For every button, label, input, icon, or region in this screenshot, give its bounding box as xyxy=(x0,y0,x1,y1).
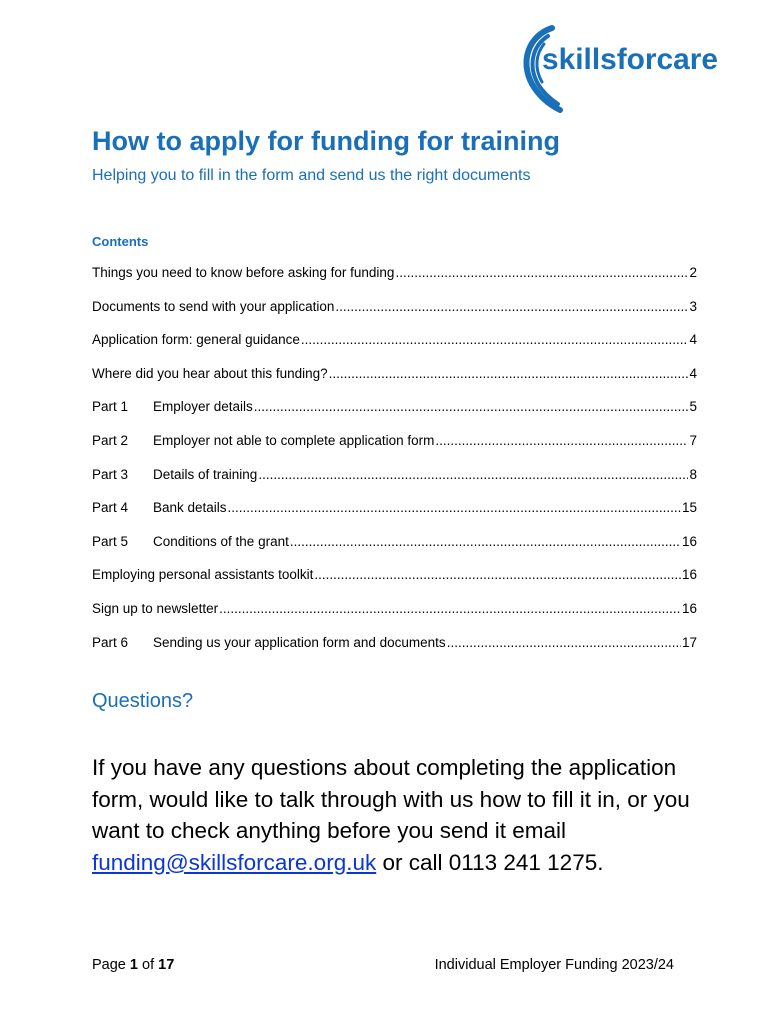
toc-entry[interactable] xyxy=(92,567,697,601)
toc-entry-leader-dots xyxy=(335,299,688,314)
toc-entry-leader-dots xyxy=(254,399,689,414)
toc-entry-leader-dots xyxy=(301,332,689,347)
toc-entry[interactable] xyxy=(92,332,697,366)
toc-entry-title: Details of training xyxy=(153,466,258,482)
toc-entry-title: Bank details xyxy=(153,500,227,516)
toc-entry-title: Application form: general guidance xyxy=(92,332,300,348)
footer-page-total: 17 xyxy=(158,957,175,973)
footer-page-of: of xyxy=(137,957,159,973)
toc-entry-page-number: 16 xyxy=(681,600,697,616)
toc-entry-leader-dots xyxy=(219,601,681,616)
toc-entry-title: Sign up to newsletter xyxy=(92,600,219,616)
toc-entry-leader-dots xyxy=(314,567,681,582)
toc-entry-title: Employer details xyxy=(153,399,253,415)
toc-entry-title: Sending us your application form and documents xyxy=(153,634,446,650)
toc-entry-page-number: 17 xyxy=(681,634,697,650)
toc-entry[interactable] xyxy=(92,467,697,501)
toc-entry-title: Things you need to know before asking for funding xyxy=(92,265,395,280)
toc-entry-title: Employing personal assistants toolkit xyxy=(92,567,314,583)
questions-body-text: If you have any questions about completing the application form, would like to talk through with us how to fill it in, or you want to check anything before you send it email xyxy=(92,755,690,843)
logo-wordmark: skillsforcare xyxy=(542,43,718,76)
toc-entry-part: Part 6 xyxy=(92,634,129,650)
contents-heading: Contents xyxy=(92,234,149,249)
toc-entry[interactable] xyxy=(92,433,697,467)
toc-entry-part: Part 1 xyxy=(92,399,129,415)
toc-entry-page-number: 16 xyxy=(681,567,697,583)
toc-entry[interactable] xyxy=(92,601,697,635)
skills-for-care-logo xyxy=(518,22,723,114)
questions-heading: Questions? xyxy=(92,690,194,712)
toc-entry-part: Part 4 xyxy=(92,500,129,516)
toc-entry[interactable] xyxy=(92,265,697,299)
toc-entry[interactable] xyxy=(92,534,697,568)
toc-entry-page-number: 5 xyxy=(689,399,697,415)
toc-entry-title: Employer not able to complete application form xyxy=(153,432,435,448)
toc-entry-leader-dots xyxy=(435,433,688,448)
toc-entry[interactable] xyxy=(92,635,697,669)
questions-body-phone: or call 0113 241 1275. xyxy=(376,849,604,875)
toc-entry-page-number: 2 xyxy=(689,265,697,280)
toc-entry-title: Conditions of the grant xyxy=(153,533,289,549)
toc-entry-title: Where did you hear about this funding? xyxy=(92,365,328,381)
page-subtitle: Helping you to fill in the form and send us the right documents xyxy=(92,167,531,184)
toc-entry-leader-dots xyxy=(290,534,681,549)
toc-entry-page-number: 8 xyxy=(689,466,697,482)
toc-entry-page-number: 4 xyxy=(689,365,697,381)
toc-entry[interactable] xyxy=(92,500,697,534)
page-title: How to apply for funding for training xyxy=(92,126,560,156)
toc-entry[interactable] xyxy=(92,366,697,400)
toc-entry-leader-dots xyxy=(258,467,688,482)
footer-page-number xyxy=(92,957,174,973)
toc-entry-page-number: 3 xyxy=(689,298,697,314)
toc-entry-part: Part 2 xyxy=(92,432,129,448)
email-link[interactable]: funding@skillsforcare.org.uk xyxy=(92,849,377,875)
toc-entry-leader-dots xyxy=(329,366,689,381)
questions-body xyxy=(92,752,712,878)
footer-page-word: Page xyxy=(92,957,130,973)
toc-entry-part: Part 5 xyxy=(92,533,129,549)
toc-entry-leader-dots xyxy=(447,635,681,650)
toc-entry-page-number: 15 xyxy=(681,500,697,516)
toc-entry-title: Documents to send with your application xyxy=(92,298,335,314)
toc-entry[interactable] xyxy=(92,399,697,433)
table-of-contents xyxy=(92,265,697,668)
toc-entry-part: Part 3 xyxy=(92,466,129,482)
footer-document-title: Individual Employer Funding 2023/24 xyxy=(434,957,674,973)
toc-entry[interactable] xyxy=(92,299,697,333)
toc-entry-page-number: 4 xyxy=(689,332,697,348)
toc-entry-page-number: 16 xyxy=(681,533,697,549)
toc-entry-leader-dots xyxy=(395,265,688,280)
toc-entry-leader-dots xyxy=(228,500,681,515)
footer-page-current: 1 xyxy=(129,957,138,973)
toc-entry-page-number: 7 xyxy=(689,432,697,448)
